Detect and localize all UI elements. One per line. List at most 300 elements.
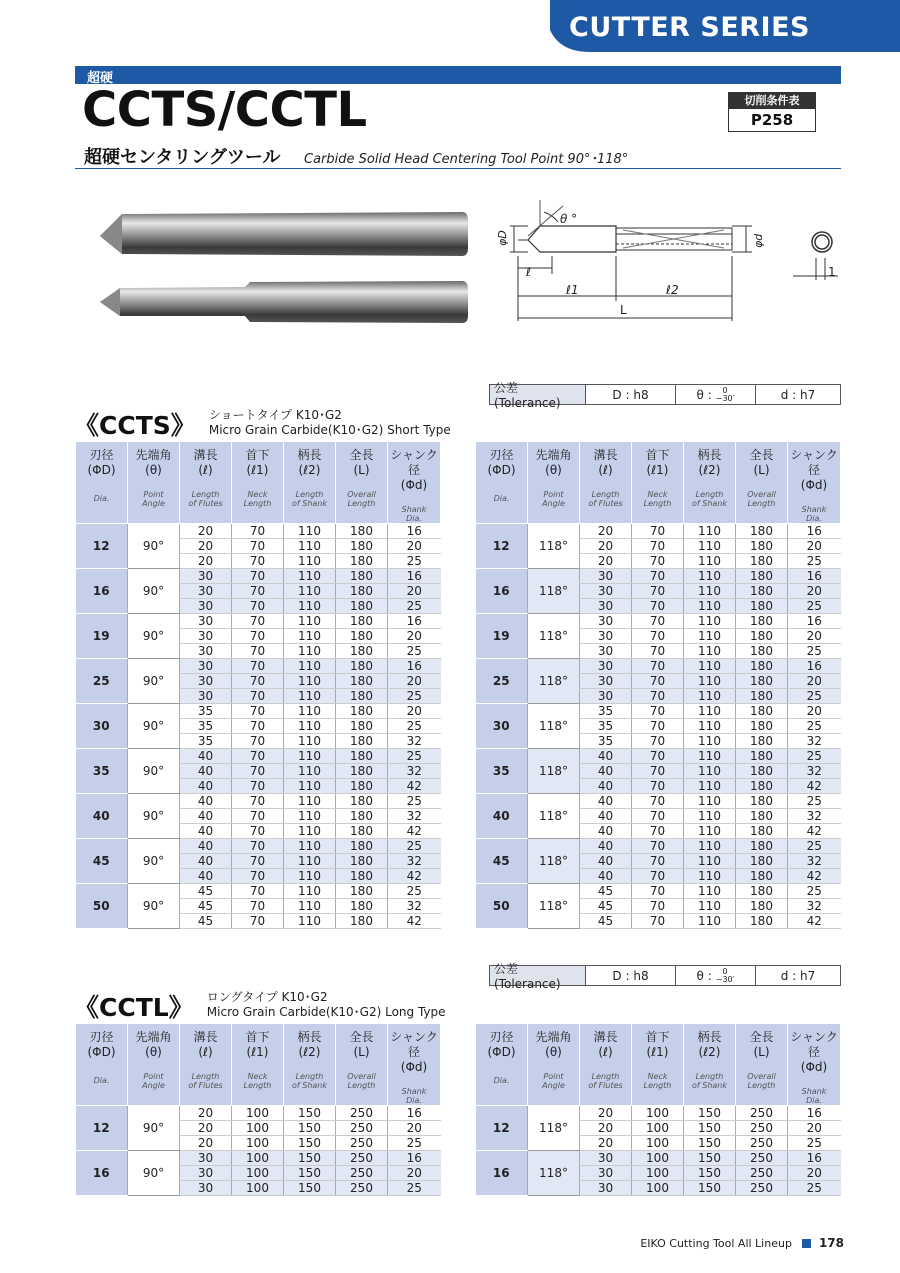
cell-value: 20 — [580, 524, 632, 539]
cell-value: 30 — [180, 599, 232, 614]
long-tool-image — [100, 281, 468, 323]
header-angle — [128, 442, 180, 524]
cell-value: 25 — [388, 749, 441, 764]
cell-value: 20 — [388, 629, 441, 644]
header-neck-sym: (ℓ1) — [246, 1045, 269, 1059]
header-overall-sym: (L) — [353, 1045, 370, 1059]
header-dia-sym: (ΦD) — [487, 463, 516, 477]
cell-value: 35 — [180, 734, 232, 749]
tolerance-d: d : h7 — [780, 387, 816, 402]
header-angle-ja: 先端角 — [535, 448, 572, 462]
header-shank-en1: Length — [695, 1072, 724, 1081]
cell-value: 40 — [580, 869, 632, 884]
cell-value: 40 — [180, 749, 232, 764]
cell-value: 70 — [632, 569, 684, 584]
cell-value: 110 — [284, 599, 336, 614]
header-neck-en2: Length — [243, 499, 272, 508]
header-flute-sym: (ℓ) — [598, 1045, 613, 1059]
subtitle-divider — [75, 168, 841, 169]
cell-angle: 90° — [128, 659, 180, 704]
cell-value: 25 — [788, 884, 841, 899]
cell-value: 25 — [788, 644, 841, 659]
header-shankd-sym: (Φd) — [800, 1060, 828, 1074]
cell-value: 40 — [180, 794, 232, 809]
cutting-conditions-ref[interactable] — [728, 92, 816, 132]
header-neck-sym: (ℓ1) — [646, 1045, 669, 1059]
cell-value: 30 — [180, 689, 232, 704]
cell-value: 110 — [684, 704, 736, 719]
cell-value: 150 — [684, 1136, 736, 1151]
cell-value: 70 — [632, 884, 684, 899]
cell-value: 70 — [632, 689, 684, 704]
cell-value: 100 — [232, 1121, 284, 1136]
header-overall-sym: (L) — [753, 1045, 770, 1059]
cell-value: 30 — [580, 689, 632, 704]
header-overall-en2: Length — [347, 499, 376, 508]
cell-dia: 16 — [476, 569, 528, 614]
cell-angle: 90° — [128, 1106, 180, 1151]
cell-angle: 90° — [128, 794, 180, 839]
cell-value: 70 — [632, 644, 684, 659]
table-row — [476, 794, 841, 809]
cell-value: 20 — [180, 1121, 232, 1136]
header-angle-en2: Angle — [542, 1081, 565, 1090]
header-shank-en1: Length — [295, 490, 324, 499]
cell-value: 180 — [736, 764, 788, 779]
cell-value: 110 — [684, 614, 736, 629]
cell-value: 70 — [632, 779, 684, 794]
cell-value: 70 — [232, 674, 284, 689]
cell-value: 20 — [788, 704, 841, 719]
tolerance-theta-fraction — [716, 968, 735, 984]
cell-value: 180 — [736, 539, 788, 554]
cell-value: 110 — [284, 839, 336, 854]
header-flute-ja: 溝長 — [593, 1030, 618, 1044]
header-dia-ja: 刃径 — [489, 1030, 514, 1044]
cell-value: 180 — [336, 854, 388, 869]
cell-value: 70 — [632, 554, 684, 569]
cell-value: 30 — [180, 614, 232, 629]
header-shankd — [388, 1024, 441, 1106]
cell-value: 110 — [284, 554, 336, 569]
cell-dia: 12 — [476, 1106, 528, 1151]
header-shank-sym: (ℓ2) — [298, 463, 321, 477]
cell-value: 180 — [736, 689, 788, 704]
tolerance-theta-label: θ : — [696, 968, 712, 983]
header-dia — [476, 1024, 528, 1106]
cell-value: 100 — [632, 1181, 684, 1196]
cell-value: 45 — [580, 899, 632, 914]
cell-value: 110 — [684, 809, 736, 824]
cell-value: 110 — [684, 854, 736, 869]
cell-dia: 25 — [76, 659, 128, 704]
header-overall — [736, 442, 788, 524]
cell-value: 180 — [336, 704, 388, 719]
cell-value: 70 — [232, 629, 284, 644]
header-overall-en2: Length — [747, 1081, 776, 1090]
cell-value: 25 — [788, 794, 841, 809]
header-dia — [476, 442, 528, 524]
cell-value: 150 — [284, 1151, 336, 1166]
cell-angle: 118° — [528, 569, 580, 614]
cell-dia: 40 — [76, 794, 128, 839]
cell-value: 16 — [788, 614, 841, 629]
ccts-subtitle — [209, 408, 451, 438]
header-flute — [580, 442, 632, 524]
cell-value: 110 — [284, 524, 336, 539]
cell-value: 30 — [180, 1166, 232, 1181]
header-neck-en1: Neck — [647, 1072, 668, 1081]
cell-angle: 90° — [128, 839, 180, 884]
cell-value: 30 — [580, 1181, 632, 1196]
header-angle-en2: Angle — [542, 499, 565, 508]
dimension-diagram — [488, 196, 848, 326]
cell-value: 180 — [336, 719, 388, 734]
cell-value: 180 — [736, 869, 788, 884]
header-shank — [284, 1024, 336, 1106]
cell-value: 20 — [180, 1106, 232, 1121]
cell-value: 180 — [336, 794, 388, 809]
cell-value: 70 — [632, 809, 684, 824]
cell-value: 40 — [580, 809, 632, 824]
cell-value: 110 — [284, 584, 336, 599]
cell-value: 70 — [232, 554, 284, 569]
cell-value: 150 — [684, 1121, 736, 1136]
cell-value: 100 — [632, 1166, 684, 1181]
header-angle-sym: (θ) — [545, 463, 562, 477]
cell-value: 180 — [736, 794, 788, 809]
cell-dia: 35 — [476, 749, 528, 794]
theta-upper: 0 — [722, 385, 728, 395]
ref-page: P258 — [750, 111, 794, 129]
table-row — [76, 704, 441, 719]
cell-angle: 118° — [528, 749, 580, 794]
header-overall-sym: (L) — [753, 463, 770, 477]
cell-value: 35 — [180, 704, 232, 719]
cell-value: 70 — [632, 524, 684, 539]
cell-value: 70 — [632, 719, 684, 734]
cell-value: 32 — [388, 854, 441, 869]
cell-value: 110 — [284, 629, 336, 644]
ccts-table-90 — [75, 441, 441, 929]
cell-value: 70 — [232, 779, 284, 794]
header-angle — [528, 1024, 580, 1106]
table-row — [476, 704, 841, 719]
cell-value: 180 — [736, 749, 788, 764]
header-flute-ja: 溝長 — [193, 1030, 218, 1044]
cell-value: 40 — [580, 854, 632, 869]
cell-value: 70 — [632, 824, 684, 839]
header-overall-ja: 全長 — [349, 448, 374, 462]
cell-value: 25 — [388, 719, 441, 734]
cell-value: 25 — [388, 644, 441, 659]
header-overall — [736, 1024, 788, 1106]
theta-lower: −30′ — [715, 393, 735, 403]
cell-value: 30 — [580, 629, 632, 644]
cell-value: 180 — [736, 719, 788, 734]
cell-value: 180 — [336, 869, 388, 884]
tolerance-box-cctl — [489, 962, 841, 991]
cell-value: 250 — [736, 1136, 788, 1151]
header-neck-ja: 首下 — [245, 1030, 270, 1044]
cell-value: 16 — [788, 569, 841, 584]
cell-value: 30 — [180, 584, 232, 599]
cell-dia: 19 — [76, 614, 128, 659]
cell-value: 20 — [788, 1166, 841, 1181]
cell-value: 35 — [580, 719, 632, 734]
tolerance-label: 公差 (Tolerance) — [490, 385, 586, 404]
cell-dia: 12 — [476, 524, 528, 569]
ref-label: 切削条件表 — [729, 93, 815, 109]
header-angle-ja: 先端角 — [135, 1030, 172, 1044]
ccts-heading — [74, 406, 451, 442]
cell-value: 180 — [736, 704, 788, 719]
header-overall-en1: Overall — [747, 490, 776, 499]
header-shankd-en1: Shank — [401, 505, 427, 514]
cell-value: 150 — [684, 1151, 736, 1166]
tolerance-label: 公差 (Tolerance) — [490, 966, 586, 985]
cell-value: 30 — [580, 584, 632, 599]
header-angle-sym: (θ) — [545, 1045, 562, 1059]
cell-value: 250 — [736, 1166, 788, 1181]
cell-value: 20 — [388, 704, 441, 719]
cell-value: 150 — [684, 1106, 736, 1121]
cell-value: 110 — [684, 749, 736, 764]
cell-value: 180 — [736, 674, 788, 689]
cell-value: 110 — [684, 779, 736, 794]
cell-value: 32 — [788, 854, 841, 869]
cell-value: 70 — [632, 659, 684, 674]
cell-value: 25 — [788, 719, 841, 734]
tool-photo — [90, 190, 480, 350]
cell-value: 20 — [388, 674, 441, 689]
cell-value: 20 — [580, 539, 632, 554]
cell-value: 180 — [736, 629, 788, 644]
ccts-sub-ja: ショートタイプ K10･G2 — [208, 408, 342, 422]
header-shank — [284, 442, 336, 524]
cell-dia: 50 — [76, 884, 128, 929]
cell-value: 250 — [736, 1121, 788, 1136]
cell-value: 30 — [580, 1166, 632, 1181]
cell-angle: 90° — [128, 1151, 180, 1196]
cell-value: 25 — [388, 1136, 441, 1151]
cell-value: 45 — [580, 914, 632, 929]
table-row — [76, 794, 441, 809]
cell-value: 110 — [284, 809, 336, 824]
cell-value: 40 — [580, 839, 632, 854]
cell-value: 70 — [632, 629, 684, 644]
cell-value: 180 — [336, 554, 388, 569]
cell-angle: 90° — [128, 704, 180, 749]
header-shankd-en2: Dia. — [406, 514, 422, 523]
cell-value: 30 — [580, 569, 632, 584]
cell-value: 16 — [388, 659, 441, 674]
cell-value: 35 — [580, 704, 632, 719]
table-row — [76, 1151, 441, 1166]
cell-value: 40 — [580, 824, 632, 839]
cell-value: 70 — [632, 734, 684, 749]
header-dia-en: Dia. — [93, 1076, 110, 1085]
theta-upper: 0 — [722, 966, 728, 976]
cell-value: 70 — [232, 794, 284, 809]
cell-value: 180 — [336, 884, 388, 899]
cell-value: 25 — [788, 839, 841, 854]
cctl-heading — [74, 988, 446, 1024]
header-flute — [180, 442, 232, 524]
cell-value: 40 — [180, 764, 232, 779]
subtitle-english: Carbide Solid Head Centering Tool Point 90°･118° — [304, 152, 629, 167]
cell-value: 250 — [336, 1166, 388, 1181]
header-angle-sym: (θ) — [145, 1045, 162, 1059]
cell-angle: 118° — [528, 1151, 580, 1196]
cell-value: 180 — [736, 899, 788, 914]
cell-value: 16 — [388, 1151, 441, 1166]
header-dia-sym: (ΦD) — [87, 463, 116, 477]
cell-value: 110 — [684, 644, 736, 659]
cell-value: 32 — [788, 734, 841, 749]
cell-value: 25 — [388, 1181, 441, 1196]
header-shank-en2: of Shank — [291, 1081, 327, 1090]
header-dia-ja: 刃径 — [489, 448, 514, 462]
header-flute-en2: of Flutes — [588, 1081, 623, 1090]
header-shankd-en1: Shank — [401, 1087, 427, 1096]
cell-value: 70 — [632, 899, 684, 914]
cell-value: 70 — [232, 734, 284, 749]
cell-value: 45 — [180, 914, 232, 929]
cell-dia: 30 — [76, 704, 128, 749]
cell-value: 40 — [580, 764, 632, 779]
cell-value: 40 — [180, 869, 232, 884]
cell-value: 70 — [232, 884, 284, 899]
header-flute-ja: 溝長 — [193, 448, 218, 462]
cell-value: 100 — [232, 1181, 284, 1196]
cell-value: 70 — [232, 809, 284, 824]
header-flute-en2: of Flutes — [188, 1081, 223, 1090]
cell-angle: 118° — [528, 1106, 580, 1151]
cell-value: 32 — [388, 734, 441, 749]
header-angle-en1: Point — [143, 1072, 164, 1081]
cell-value: 20 — [580, 1106, 632, 1121]
cell-value: 180 — [336, 599, 388, 614]
page-footer — [640, 1236, 844, 1250]
header-neck-ja: 首下 — [645, 1030, 670, 1044]
header-angle-ja: 先端角 — [135, 448, 172, 462]
header-neck-en2: Length — [643, 1081, 672, 1090]
cell-value: 20 — [580, 1136, 632, 1151]
header-shankd-sym: (Φd) — [400, 478, 428, 492]
cell-value: 32 — [788, 809, 841, 824]
table-row — [76, 524, 441, 539]
header-neck-en2: Length — [243, 1081, 272, 1090]
cell-value: 20 — [788, 674, 841, 689]
header-shankd — [788, 442, 841, 524]
header-flute-en1: Length — [191, 490, 220, 499]
cell-value: 25 — [388, 689, 441, 704]
cell-value: 30 — [180, 1151, 232, 1166]
table-row — [76, 749, 441, 764]
cell-value: 70 — [232, 689, 284, 704]
cell-value: 20 — [788, 539, 841, 554]
cell-value: 20 — [388, 1166, 441, 1181]
cell-value: 35 — [580, 734, 632, 749]
table-row — [76, 614, 441, 629]
header-neck-ja: 首下 — [245, 448, 270, 462]
header-overall-sym: (L) — [353, 463, 370, 477]
header-shankd-ja: シャンク径 — [390, 1030, 438, 1059]
cell-value: 180 — [736, 554, 788, 569]
header-shank-en1: Length — [695, 490, 724, 499]
header-overall — [336, 442, 388, 524]
cell-value: 45 — [180, 899, 232, 914]
cell-value: 32 — [388, 899, 441, 914]
cell-value: 70 — [232, 764, 284, 779]
cell-value: 30 — [180, 674, 232, 689]
cell-value: 40 — [180, 809, 232, 824]
cell-value: 70 — [232, 824, 284, 839]
label-ell2: ℓ2 — [666, 283, 679, 297]
cell-value: 250 — [736, 1181, 788, 1196]
cell-value: 110 — [284, 704, 336, 719]
label-theta: θ ° — [560, 212, 578, 226]
header-angle-en1: Point — [143, 490, 164, 499]
cell-value: 40 — [180, 824, 232, 839]
cell-value: 30 — [180, 1181, 232, 1196]
header-shank-en2: of Shank — [691, 1081, 727, 1090]
cell-dia: 25 — [476, 659, 528, 704]
cell-value: 180 — [736, 569, 788, 584]
footer-text: EIKO Cutting Tool All Lineup — [640, 1236, 792, 1250]
cell-value: 110 — [684, 869, 736, 884]
tolerance-theta — [676, 966, 756, 985]
cell-value: 70 — [632, 914, 684, 929]
header-angle-sym: (θ) — [145, 463, 162, 477]
cell-value: 180 — [336, 749, 388, 764]
table-row — [476, 614, 841, 629]
header-neck-sym: (ℓ1) — [646, 463, 669, 477]
cell-value: 110 — [684, 659, 736, 674]
cell-value: 16 — [388, 1106, 441, 1121]
header-shank-ja: 柄長 — [297, 448, 322, 462]
header-flute-en2: of Flutes — [588, 499, 623, 508]
header-shank-ja: 柄長 — [697, 448, 722, 462]
cell-value: 110 — [684, 539, 736, 554]
cell-value: 25 — [388, 554, 441, 569]
header-shankd — [788, 1024, 841, 1106]
header-neck — [232, 1024, 284, 1106]
table-row — [476, 1151, 841, 1166]
label-phiD: φD — [496, 230, 509, 246]
header-shank-ja: 柄長 — [697, 1030, 722, 1044]
cell-angle: 90° — [128, 569, 180, 614]
cell-value: 110 — [284, 854, 336, 869]
cell-value: 100 — [632, 1151, 684, 1166]
cell-value: 30 — [580, 599, 632, 614]
cell-value: 110 — [284, 689, 336, 704]
short-tool-image — [100, 212, 468, 256]
cell-value: 180 — [336, 629, 388, 644]
cell-value: 100 — [632, 1121, 684, 1136]
ccts-name: 《CCTS》 — [74, 411, 196, 440]
cell-value: 180 — [736, 824, 788, 839]
subtitle-japanese: 超硬センタリングツール — [84, 147, 281, 168]
header-angle-en2: Angle — [142, 499, 165, 508]
cell-value: 250 — [336, 1106, 388, 1121]
cctl-table-118 — [475, 1023, 841, 1196]
cell-value: 110 — [684, 584, 736, 599]
cell-value: 20 — [788, 1121, 841, 1136]
cell-value: 40 — [180, 779, 232, 794]
cell-value: 110 — [684, 914, 736, 929]
